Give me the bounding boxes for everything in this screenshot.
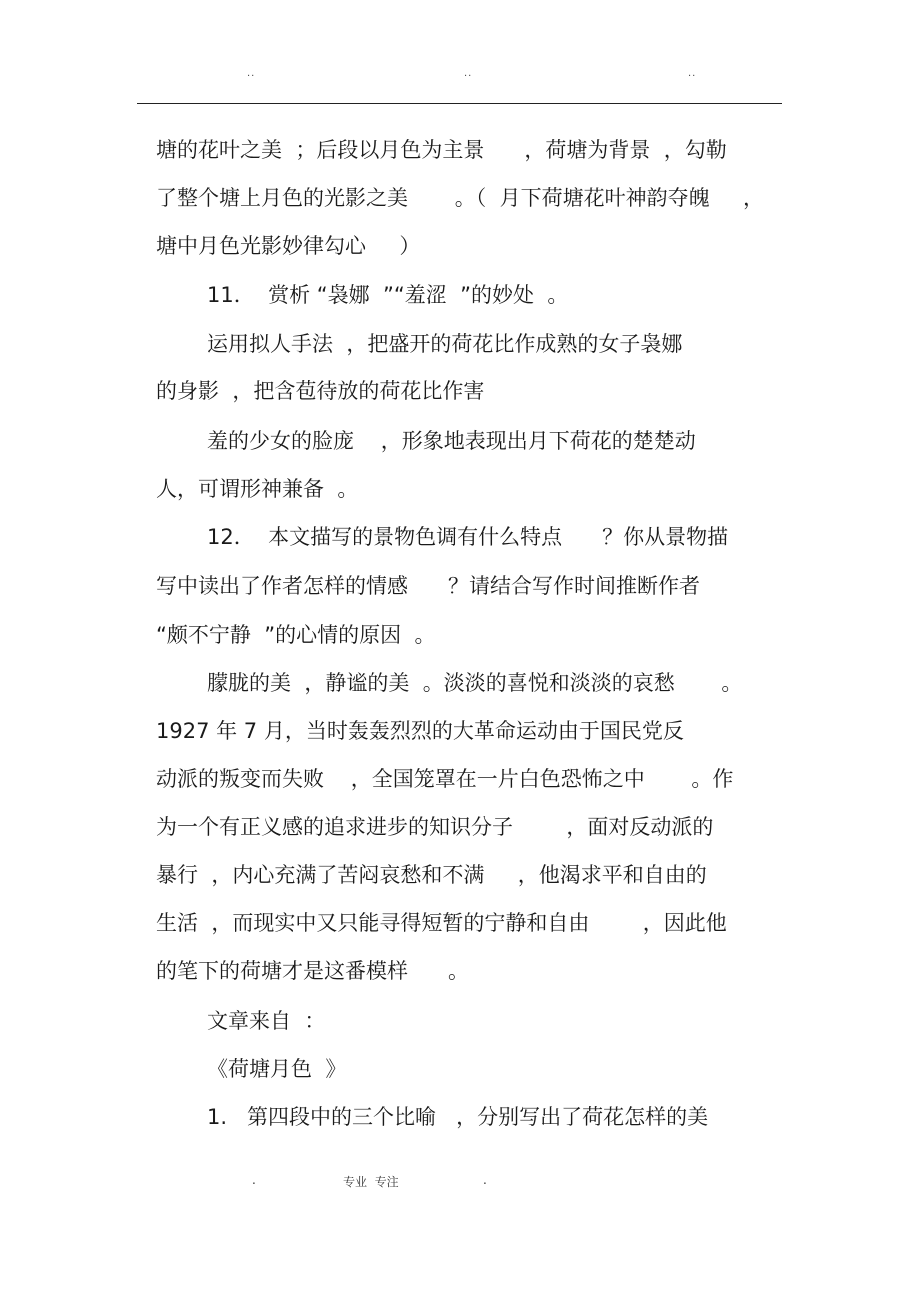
body-line: 塘中月色光影妙律勾心 ） <box>156 234 421 258</box>
header-mark-right: .. <box>688 68 697 79</box>
source-label: 文章来自 ： <box>207 1009 326 1033</box>
body-line: 动派的叛变而失败 ，全国笼罩在一片白色恐怖之中 。作 <box>156 767 734 791</box>
body-line: 塘的花叶之美 ；后段以月色为主景 ，荷塘为背景 ，勾勒 <box>156 138 727 162</box>
footer-mark-right: . <box>483 1173 487 1187</box>
question-1: 1. 第四段中的三个比喻 ，分别写出了荷花怎样的美 <box>207 1105 709 1129</box>
body-line: 写中读出了作者怎样的情感 ？请结合写作时间推断作者 <box>156 574 701 598</box>
body-line: “颇不宁静 ”的心情的原因 。 <box>156 623 436 647</box>
body-line: 的身影 ，把含苞待放的荷花比作害 <box>156 379 485 403</box>
body-line: 为一个有正义感的追求进步的知识分子 ，面对反动派的 <box>156 815 714 839</box>
header-mark-left: .. <box>247 68 256 79</box>
header-rule <box>137 103 782 104</box>
header-mark-center: .. <box>464 68 473 79</box>
question-11: 11． 赏析 “袅娜 ”“羞涩 ”的妙处 。 <box>207 283 569 307</box>
footer-mark-left: . <box>252 1173 256 1187</box>
body-line: 了整个塘上月色的光影之美 。（ 月下荷塘花叶神韵夺魄 ， <box>156 186 764 210</box>
question-12: 12． 本文描写的景物色调有什么特点 ？你从景物描 <box>207 525 729 549</box>
body-line: 朦胧的美 ，静谧的美 。淡淡的喜悦和淡淡的哀愁 。 <box>207 671 743 695</box>
footer-text: 专业 专注 <box>343 1175 399 1189</box>
body-line: 运用拟人手法 ，把盛开的荷花比作成熟的女子袅娜 <box>207 332 683 356</box>
body-line: 人，可谓形神兼备 。 <box>156 477 359 501</box>
body-line: 生活 ，而现实中又只能寻得短暂的宁静和自由 ，因此他 <box>156 911 727 935</box>
body-line: 暴行 ，内心充满了苦闷哀愁和不满 ，他渴求平和自由的 <box>156 863 707 887</box>
body-line: 的笔下的荷塘才是这番模样 。 <box>156 959 470 983</box>
body-line: 1927 年 7 月，当时轰轰烈烈的大革命运动由于国民党反 <box>156 719 684 743</box>
source-title: 《荷塘月色 》 <box>207 1057 347 1081</box>
body-line: 羞的少女的脸庞 ，形象地表现出月下荷花的楚楚动 <box>207 429 696 453</box>
